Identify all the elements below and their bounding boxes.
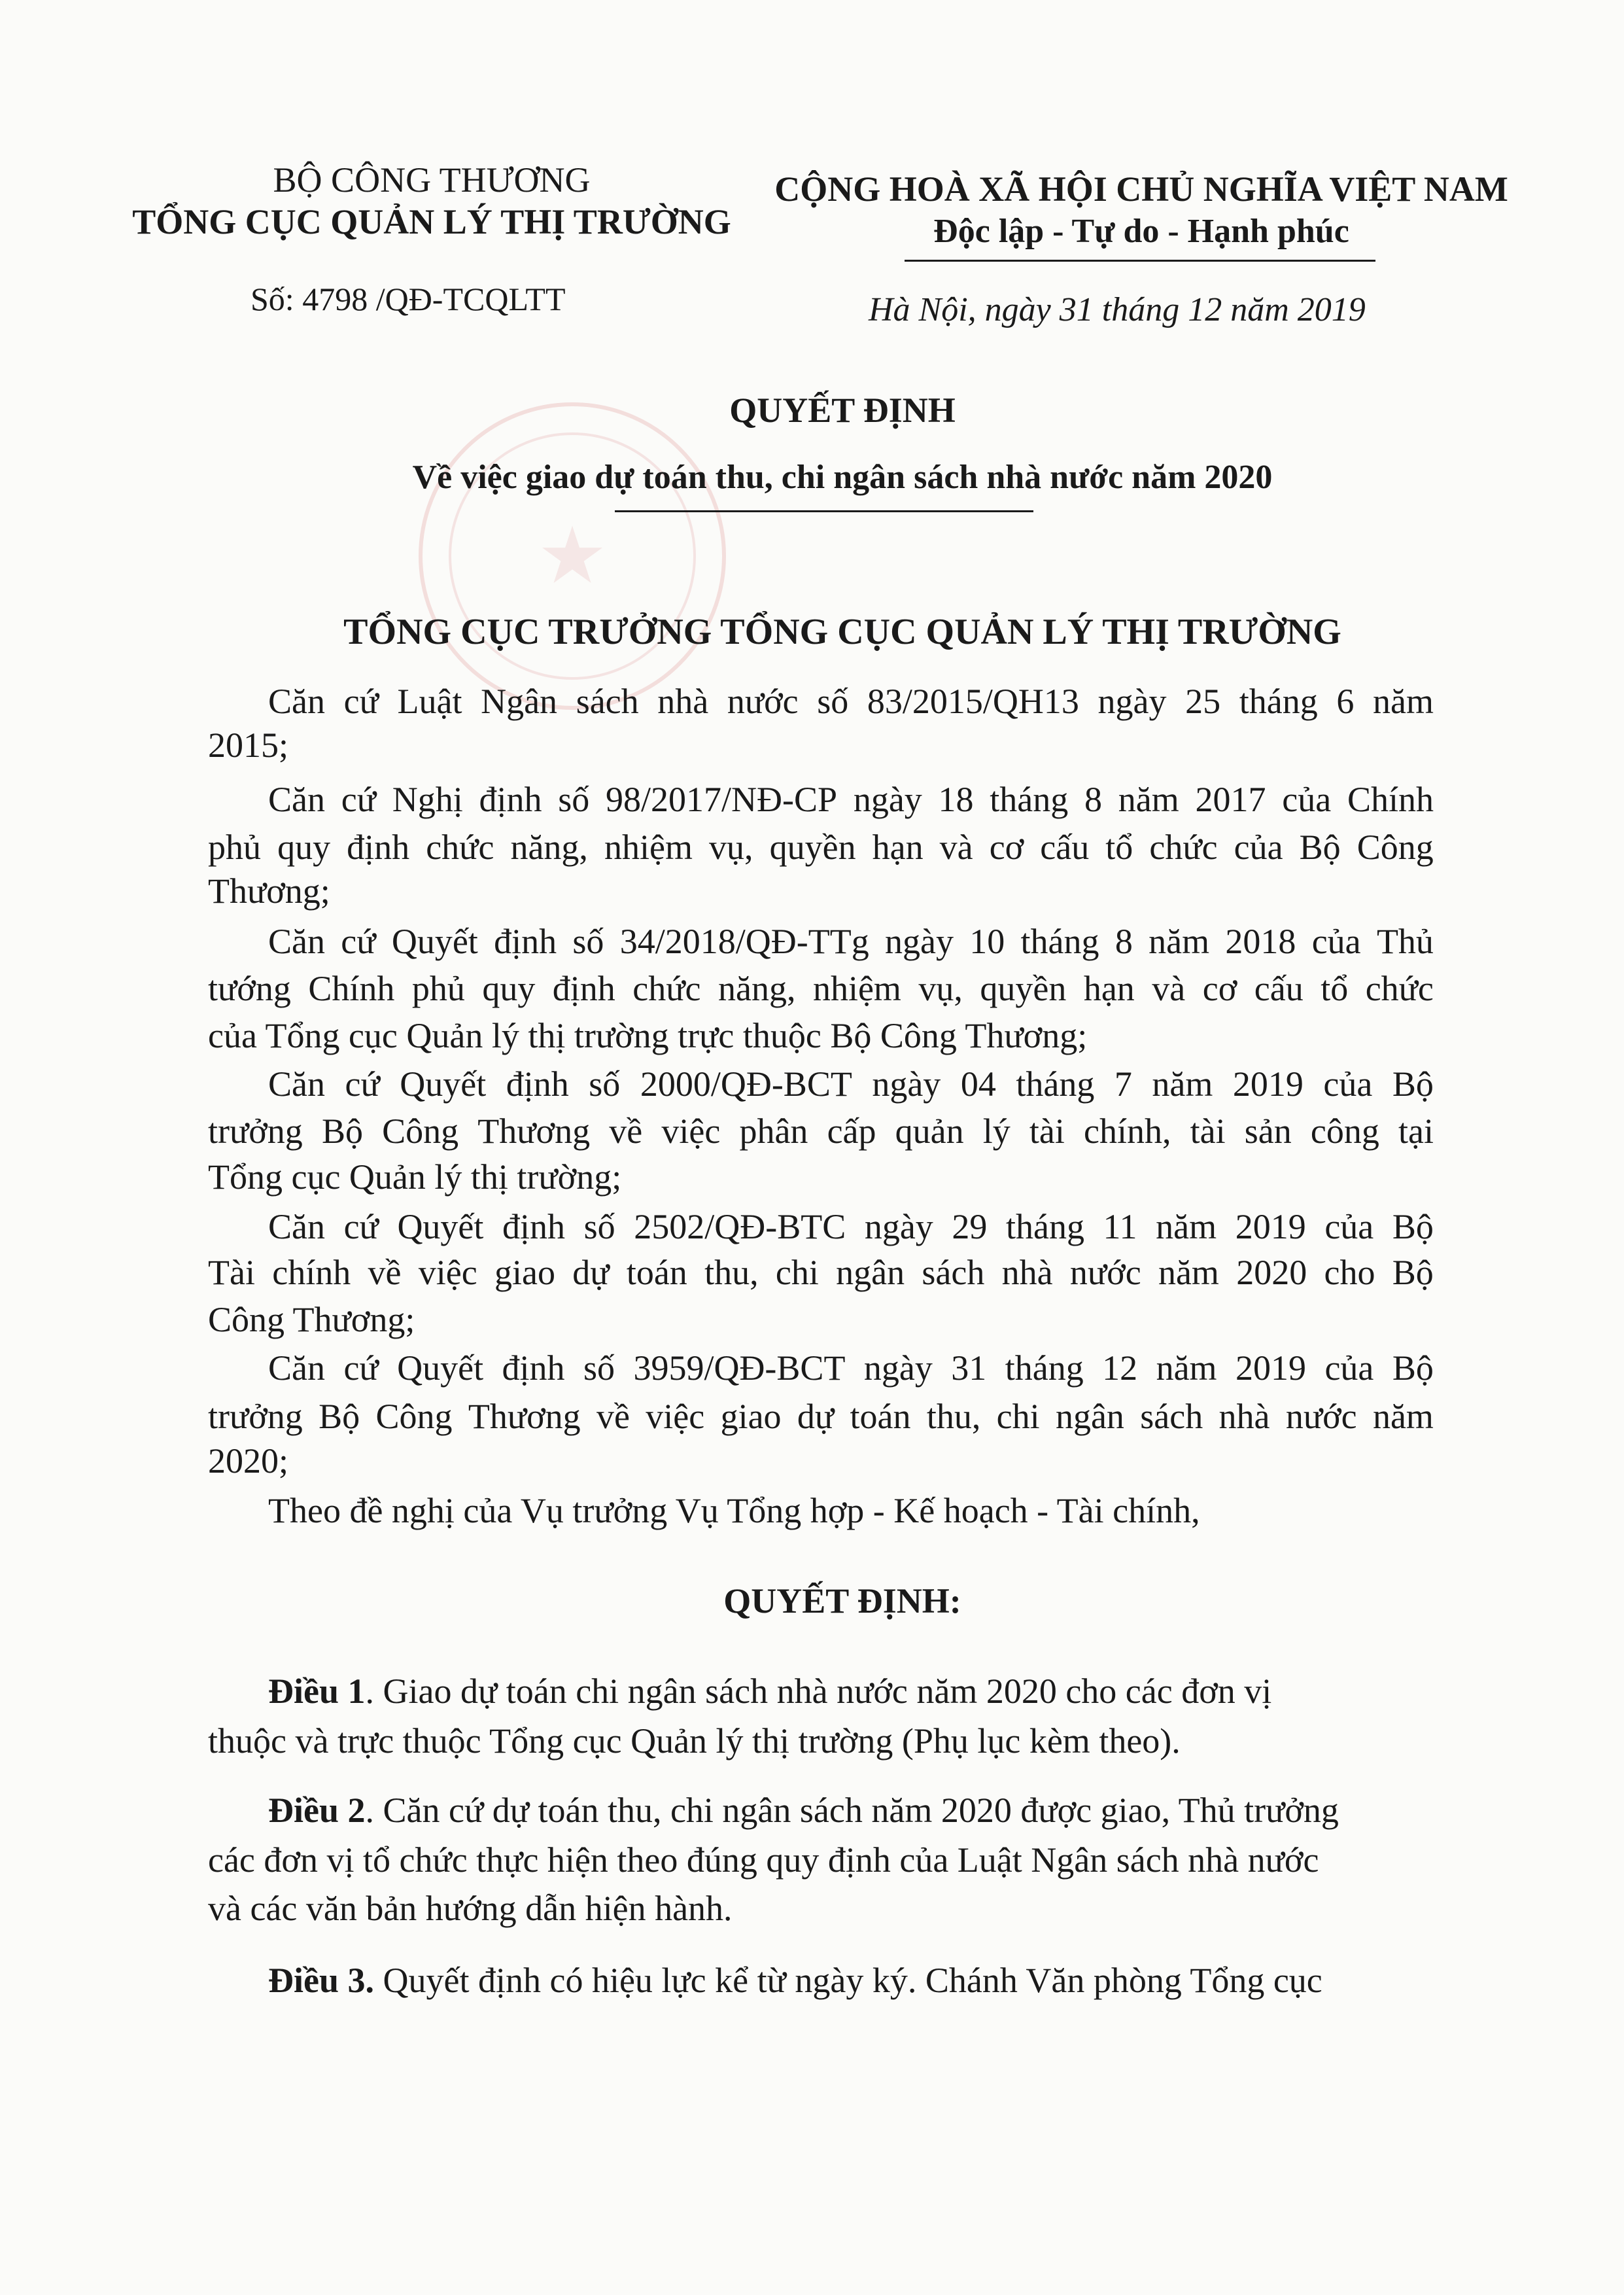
preamble-line: Công Thương; xyxy=(208,1300,415,1339)
agency-name: TỔNG CỤC QUẢN LÝ THỊ TRƯỜNG xyxy=(132,202,731,241)
article-1-line: thuộc và trực thuộc Tổng cục Quản lý thị trường (Phụ lục kèm theo). xyxy=(208,1721,1181,1761)
place-and-date: Hà Nội, ngày 31 tháng 12 năm 2019 xyxy=(869,291,1366,328)
article-3: Điều 3. Quyết định có hiệu lực kể từ ngày ký. Chánh Văn phòng Tổng cục xyxy=(268,1961,1322,2000)
title-underline xyxy=(615,510,1033,512)
article-2-line: các đơn vị tổ chức thực hiện theo đúng quy định của Luật Ngân sách nhà nước xyxy=(208,1840,1319,1880)
motto-underline xyxy=(905,260,1375,262)
document-number: Số: 4798 /QĐ-TCQLTT xyxy=(251,281,566,317)
red-seal-stamp xyxy=(419,402,726,710)
document-title: QUYẾT ĐỊNH xyxy=(729,391,956,430)
article-2: Điều 2. Căn cứ dự toán thu, chi ngân sách năm 2020 được giao, Thủ trưởng xyxy=(268,1791,1339,1830)
national-motto: Độc lập - Tự do - Hạnh phúc xyxy=(933,213,1349,250)
decision-heading: QUYẾT ĐỊNH: xyxy=(723,1581,961,1621)
preamble-line: Theo đề nghị của Vụ trưởng Vụ Tổng hợp - Kế hoạch - Tài chính, xyxy=(268,1491,1200,1530)
preamble-line: Căn cứ Quyết định số 2502/QĐ-BTC ngày 29 tháng 11 năm 2019 của Bộ xyxy=(268,1207,1434,1246)
preamble-line: 2020; xyxy=(208,1441,289,1480)
preamble-line: Tổng cục Quản lý thị trường; xyxy=(208,1157,622,1197)
preamble-line: của Tổng cục Quản lý thị trường trực thuộc Bộ Công Thương; xyxy=(208,1016,1088,1055)
preamble-line: 2015; xyxy=(208,726,289,765)
preamble-line: Căn cứ Luật Ngân sách nhà nước số 83/2015/QH13 ngày 25 tháng 6 năm xyxy=(268,682,1434,721)
preamble-line: Căn cứ Quyết định số 34/2018/QĐ-TTg ngày 10 tháng 8 năm 2018 của Thủ xyxy=(268,922,1434,961)
preamble-line: Thương; xyxy=(208,871,330,911)
article-1: Điều 1. Giao dự toán chi ngân sách nhà nước năm 2020 cho các đơn vị xyxy=(268,1672,1272,1711)
preamble-line: tướng Chính phủ quy định chức năng, nhiệm vụ, quyền hạn và cơ cấu tổ chức xyxy=(208,969,1434,1008)
preamble-line: trưởng Bộ Công Thương về việc phân cấp quản lý tài chính, tài sản công tại xyxy=(208,1112,1434,1151)
preamble-line: Căn cứ Quyết định số 3959/QĐ-BCT ngày 31 tháng 12 năm 2019 của Bộ xyxy=(268,1348,1434,1388)
preamble-line: Căn cứ Quyết định số 2000/QĐ-BCT ngày 04 tháng 7 năm 2019 của Bộ xyxy=(268,1064,1434,1104)
seal-star-icon: ★ xyxy=(537,510,608,602)
issuing-authority: TỔNG CỤC TRƯỞNG TỔNG CỤC QUẢN LÝ THỊ TRƯỜNG xyxy=(343,612,1341,652)
article-3-label: Điều 3. xyxy=(268,1961,374,2000)
document-subject: Về việc giao dự toán thu, chi ngân sách nhà nước năm 2020 xyxy=(412,459,1273,496)
country-name: CỘNG HOÀ XÃ HỘI CHỦ NGHĨA VIỆT NAM xyxy=(774,169,1508,209)
preamble-line: trưởng Bộ Công Thương về việc giao dự toán thu, chi ngân sách nhà nước năm xyxy=(208,1397,1434,1436)
article-2-label: Điều 2 xyxy=(268,1791,366,1830)
preamble-line: Căn cứ Nghị định số 98/2017/NĐ-CP ngày 18 tháng 8 năm 2017 của Chính xyxy=(268,780,1434,819)
article-2-line: và các văn bản hướng dẫn hiện hành. xyxy=(208,1889,733,1928)
article-1-label: Điều 1 xyxy=(268,1672,366,1711)
ministry-name: BỘ CÔNG THƯƠNG xyxy=(273,160,591,200)
preamble-line: phủ quy định chức năng, nhiệm vụ, quyền hạn và cơ cấu tổ chức của Bộ Công xyxy=(208,828,1434,867)
preamble-line: Tài chính về việc giao dự toán thu, chi ngân sách nhà nước năm 2020 cho Bộ xyxy=(208,1253,1434,1292)
